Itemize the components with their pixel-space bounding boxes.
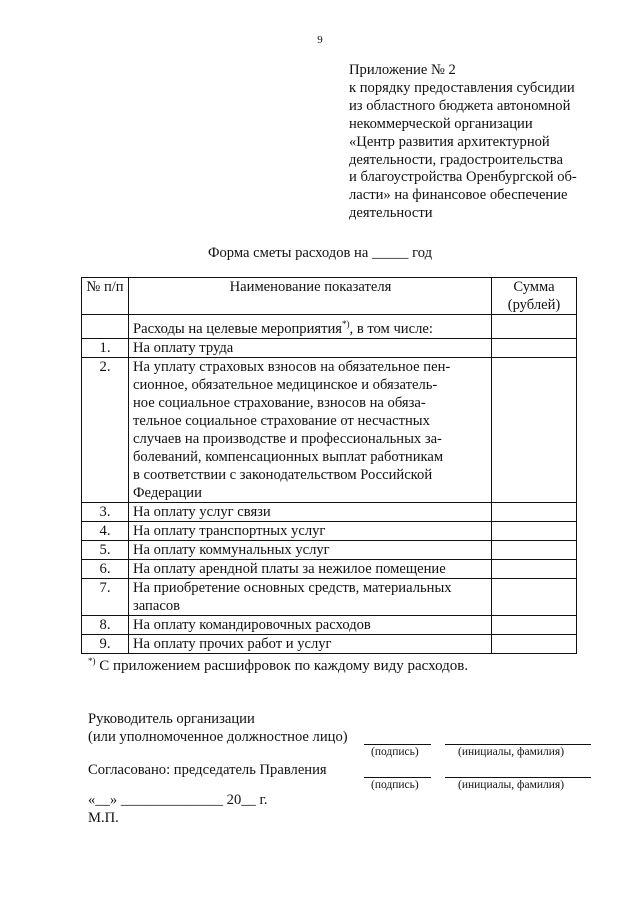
row-sum <box>492 615 577 634</box>
row-name-line: На оплату труда <box>133 339 234 356</box>
row-sum <box>492 578 577 615</box>
table-row <box>82 559 577 578</box>
table-row-intro <box>82 315 577 339</box>
table-body <box>82 338 577 653</box>
intro-cell: Расходы на целевые мероприятия*), в том числе: <box>129 315 492 339</box>
row-name <box>129 634 492 653</box>
appendix-line: к порядку предоставления субсидии <box>349 79 575 96</box>
row-name-line: На оплату коммунальных услуг <box>133 541 330 558</box>
row-number: 1. <box>82 338 129 357</box>
row-name-line: болеваний, компенсационных выплат работникам <box>133 448 444 465</box>
row-name-line: На оплату командировочных расходов <box>133 616 371 633</box>
page-number: 9 <box>317 34 323 46</box>
row-name-line: На оплату прочих работ и услуг <box>133 635 332 652</box>
row-name-line: Федерации <box>133 484 202 501</box>
row-name <box>129 521 492 540</box>
footnote: *) С приложением расшифровок по каждому виду расходов. <box>88 656 469 674</box>
row-name <box>129 540 492 559</box>
appendix-line: и благоустройства Оренбургской об- <box>349 169 577 186</box>
appendix-line: ласти» на финансовое обеспечение <box>349 187 568 204</box>
date-line: «__» ______________ 20__ г. <box>88 792 268 808</box>
table-row <box>82 338 577 357</box>
row-sum <box>492 521 577 540</box>
row-name-line: тельное социальное страхование от несчастных <box>133 412 430 429</box>
row-name-line: На уплату страховых взносов на обязательное пен- <box>133 358 451 375</box>
footnote-mark: *) <box>88 656 96 666</box>
row-sum <box>492 540 577 559</box>
row-name-line: На оплату арендной платы за нежилое помещение <box>133 560 446 577</box>
row-name <box>129 357 492 502</box>
header-sum: Сумма (рублей) <box>492 278 577 315</box>
row-number: 3. <box>82 502 129 521</box>
head-line2: (или уполномоченное должностное лицо) <box>88 729 348 745</box>
row-name-line: На приобретение основных средств, материальных <box>133 579 452 596</box>
row-number: 9. <box>82 634 129 653</box>
row-name-line: На оплату транспортных услуг <box>133 522 326 539</box>
stamp-place: М.П. <box>88 810 119 826</box>
row-sum <box>492 338 577 357</box>
form-title: Форма сметы расходов на _____ год <box>207 245 433 261</box>
appendix-line: Приложение № 2 <box>349 62 456 78</box>
table-row <box>82 502 577 521</box>
table-row <box>82 357 577 502</box>
row-number: 8. <box>82 615 129 634</box>
appendix-line: деятельности <box>349 205 433 222</box>
table-header-row <box>82 278 577 315</box>
name-caption: (инициалы, фамилия) <box>458 746 565 758</box>
table-row <box>82 578 577 615</box>
table-row <box>82 521 577 540</box>
signature-line <box>364 744 431 745</box>
row-name-line: ное социальное страхование, взносов на обяза- <box>133 394 426 411</box>
row-sum <box>492 634 577 653</box>
header-name: Наименование показателя <box>129 278 492 315</box>
table-row <box>82 540 577 559</box>
row-sum <box>492 502 577 521</box>
name-line <box>445 744 591 745</box>
row-number: 7. <box>82 578 129 615</box>
signature-line-2 <box>364 777 431 778</box>
name-caption-2: (инициалы, фамилия) <box>458 779 565 791</box>
row-name-line: запасов <box>133 597 181 614</box>
row-sum <box>492 559 577 578</box>
row-name <box>129 578 492 615</box>
row-name <box>129 502 492 521</box>
row-name <box>129 338 492 357</box>
row-number: 2. <box>82 357 129 502</box>
appendix-line: «Центр развития архитектурной <box>349 133 550 150</box>
appendix-line: из областного бюджета автономной <box>349 97 571 114</box>
table-row <box>82 634 577 653</box>
appendix-line: некоммерческой организации <box>349 115 533 132</box>
row-name-line: в соответствии с законодательством Российской <box>133 466 433 483</box>
appendix-line: деятельности, градостроительства <box>349 151 563 168</box>
row-name-line: На оплату услуг связи <box>133 503 271 520</box>
name-line-2 <box>445 777 591 778</box>
row-name-line: сионное, обязательное медицинское и обязатель- <box>133 376 438 393</box>
row-name <box>129 559 492 578</box>
agreed-label: Согласовано: председатель Правления <box>88 762 327 778</box>
sign-caption-2: (подпись) <box>371 779 419 791</box>
head-line1: Руководитель организации <box>88 711 255 727</box>
row-number: 5. <box>82 540 129 559</box>
table-row <box>82 615 577 634</box>
footnote-marker: *) <box>342 319 350 329</box>
appendix-header <box>349 62 619 223</box>
header-num: № п/п <box>82 278 129 315</box>
row-number: 4. <box>82 521 129 540</box>
estimate-table <box>81 277 577 654</box>
row-name-line: случаев на производстве и профессиональных за- <box>133 430 442 447</box>
sign-caption: (подпись) <box>371 746 419 758</box>
row-number: 6. <box>82 559 129 578</box>
row-name <box>129 615 492 634</box>
row-sum <box>492 357 577 502</box>
